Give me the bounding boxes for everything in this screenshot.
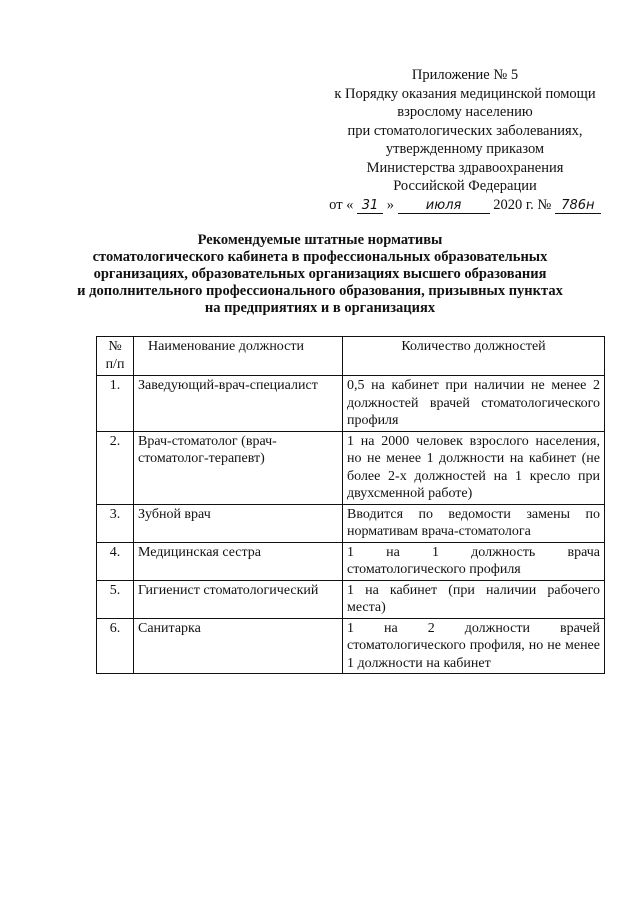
handwritten-month: июля [398,198,490,214]
table-row [97,542,605,580]
order-date-line [320,196,610,215]
position-quantity: 0,5 на кабинет при наличии не менее 2 должностей врачей стоматологического профиля [343,376,605,432]
column-header-number [97,337,134,376]
column-header-position: Наименование должности [134,337,343,376]
table-row [97,504,605,542]
appendix-line: взрослому населению [397,104,533,120]
title-line: на предприятиях и в организациях [204,300,436,316]
row-number: 2. [97,431,134,504]
header-num-line2: п/п [105,357,125,372]
table-row [97,376,605,432]
header-num-line1: № [108,339,122,354]
position-name: Санитарка [134,618,343,674]
appendix-line: утвержденному приказом [385,141,545,157]
position-quantity: 1 на 2 должности врачей стоматологического профиля, но не менее 1 должности на кабинет [343,618,605,674]
table-row [97,431,605,504]
handwritten-order-number: 786н [555,198,601,214]
staffing-norms-table [96,336,605,674]
appendix-line: Российской Федерации [393,178,537,194]
date-prefix: от « [329,196,354,213]
table-header-row [97,337,605,376]
position-name: Заведующий-врач-специалист [134,376,343,432]
title-line: организациях, образовательных организациях высшего образования [93,266,547,282]
table-row [97,618,605,674]
row-number: 5. [97,580,134,618]
position-quantity: 1 на кабинет (при наличии рабочего места) [343,580,605,618]
title-line: стоматологического кабинета в профессиональных образовательных [92,249,548,265]
title-line: и дополнительного профессионального образования, призывных пунктах [77,283,563,299]
date-year: 2020 г. № [493,196,552,213]
position-quantity: Вводится по ведомости замены по нормативам врача-стоматолога [343,504,605,542]
row-number: 6. [97,618,134,674]
position-name: Врач-стоматолог (врач-стоматолог-терапевт) [134,431,343,504]
appendix-line: Приложение № 5 [411,67,519,83]
appendix-header [320,66,610,214]
row-number: 3. [97,504,134,542]
title-line: Рекомендуемые штатные нормативы [197,232,443,248]
handwritten-day: 31 [357,198,383,214]
row-number: 4. [97,542,134,580]
row-number: 1. [97,376,134,432]
position-name: Гигиенист стоматологический [134,580,343,618]
table-row [97,580,605,618]
position-name: Зубной врач [134,504,343,542]
appendix-line: к Порядку оказания медицинской помощи [334,85,596,102]
appendix-line: при стоматологических заболеваниях, [347,122,583,139]
position-quantity: 1 на 1 должность врача стоматологического профиля [343,542,605,580]
position-name: Медицинская сестра [134,542,343,580]
document-title [60,232,580,317]
appendix-line: Министерства здравоохранения [366,159,564,176]
position-quantity: 1 на 2000 человек взрослого населения, но не менее 1 должности на кабинет (не более 2-х должностей на 1 кресло при двухсменной работе) [343,431,605,504]
column-header-quantity: Количество должностей [343,337,605,376]
date-middle: » [386,196,394,213]
